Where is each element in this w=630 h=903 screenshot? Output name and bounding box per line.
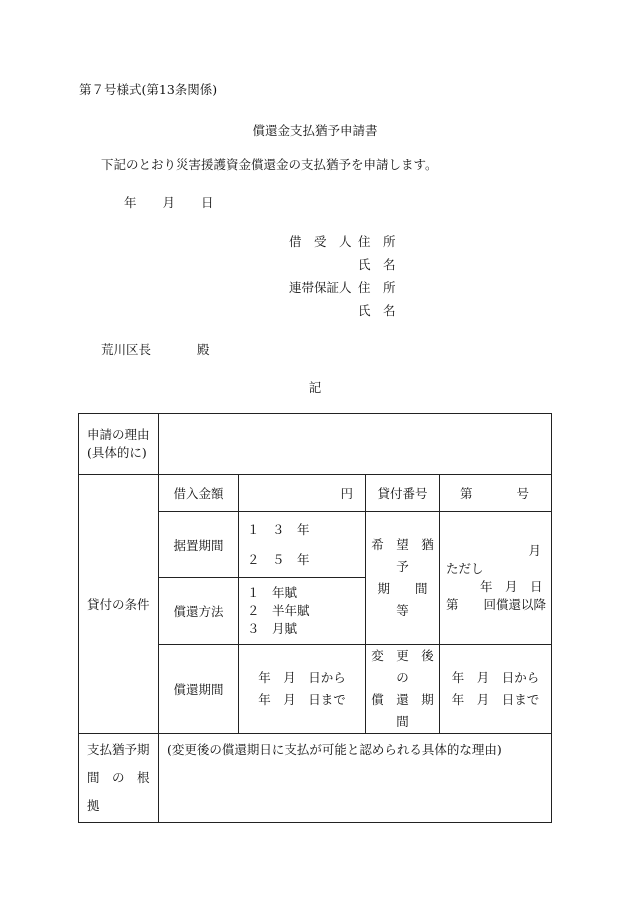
method-option-2: ２ 半年賦 [247, 603, 310, 618]
changed-from: 年 月 日から [451, 670, 540, 685]
guarantor-name-label: 氏 名 [358, 303, 396, 318]
reason-row [79, 414, 552, 475]
loan-amount-label: 借入金額 [159, 475, 239, 512]
document-title: 償還金支払猶予申請書 [252, 123, 378, 138]
changed-to: 年 月 日まで [451, 692, 540, 707]
intro-text: 下記のとおり災害援護資金償還金の支払猶予を申請します。 [101, 157, 438, 172]
guarantor-label: 連帯保証人 [289, 280, 352, 295]
grace-option-2: ２ ５ 年 [247, 551, 310, 567]
date-month-label: 月 [162, 195, 176, 210]
yen-unit: 円 [340, 486, 353, 501]
basis-label: 支払猶予期 間 の 根 拠 [79, 734, 159, 823]
loan-amount-field[interactable] [239, 475, 366, 512]
grace-options[interactable] [239, 512, 366, 578]
method-option-3: ３ 月賦 [247, 621, 298, 636]
basis-field[interactable] [159, 734, 552, 823]
basis-row [79, 734, 552, 823]
desired-period-field[interactable] [440, 512, 552, 645]
addressee-name: 荒川区長 [101, 342, 152, 357]
date-year-label: 年 [124, 195, 137, 210]
dai-label: 第 [460, 486, 473, 501]
repayment-method-options[interactable] [239, 578, 366, 645]
ki-heading: 記 [308, 380, 322, 395]
desired-month: 月 [528, 543, 541, 558]
borrower-name-label: 氏 名 [358, 257, 396, 272]
desired-tadashi: ただし [446, 561, 484, 576]
grace-label: 据置期間 [159, 512, 239, 578]
method-option-1: １ 年賦 [247, 585, 298, 600]
gou-label: 号 [516, 486, 530, 501]
reason-field[interactable] [159, 414, 552, 475]
period-to: 年 月 日まで [258, 692, 346, 707]
guarantor-address-label: 住 所 [358, 280, 396, 295]
desired-period-label: 希 望 猶 予 期 間 等 [366, 512, 440, 645]
reason-label: 申請の理由 (具体的に) [79, 414, 159, 475]
repayment-period-label: 償還期間 [159, 645, 239, 734]
loan-terms-label: 貸付の条件 [79, 475, 159, 734]
date-day-label: 日 [201, 195, 214, 210]
borrower-address-label: 住 所 [358, 234, 396, 249]
loan-number-field[interactable] [440, 475, 552, 512]
repayment-period-field[interactable] [239, 645, 366, 734]
form-number: 第７号様式(第13条関係) [79, 82, 218, 97]
repayment-method-label: 償還方法 [159, 578, 239, 645]
changed-period-label: 変 更 後 の 償 還 期 間 [366, 645, 440, 734]
loan-amount-row [79, 475, 552, 512]
application-date [124, 193, 236, 211]
grace-option-1: １ ３ 年 [247, 521, 310, 537]
addressee [101, 340, 210, 358]
borrower-label: 借 受 人 [289, 234, 352, 249]
addressee-honorific: 殿 [197, 342, 210, 357]
desired-date: 年 月 日 [480, 579, 543, 594]
application-table [78, 413, 552, 823]
desired-after: 第 回償還以降 [446, 597, 547, 612]
basis-note: (変更後の償還期日に支払が可能と認められる具体的な理由) [167, 742, 502, 757]
changed-period-field[interactable] [440, 645, 552, 734]
loan-number-label: 貸付番号 [366, 475, 440, 512]
period-from: 年 月 日から [258, 670, 346, 685]
